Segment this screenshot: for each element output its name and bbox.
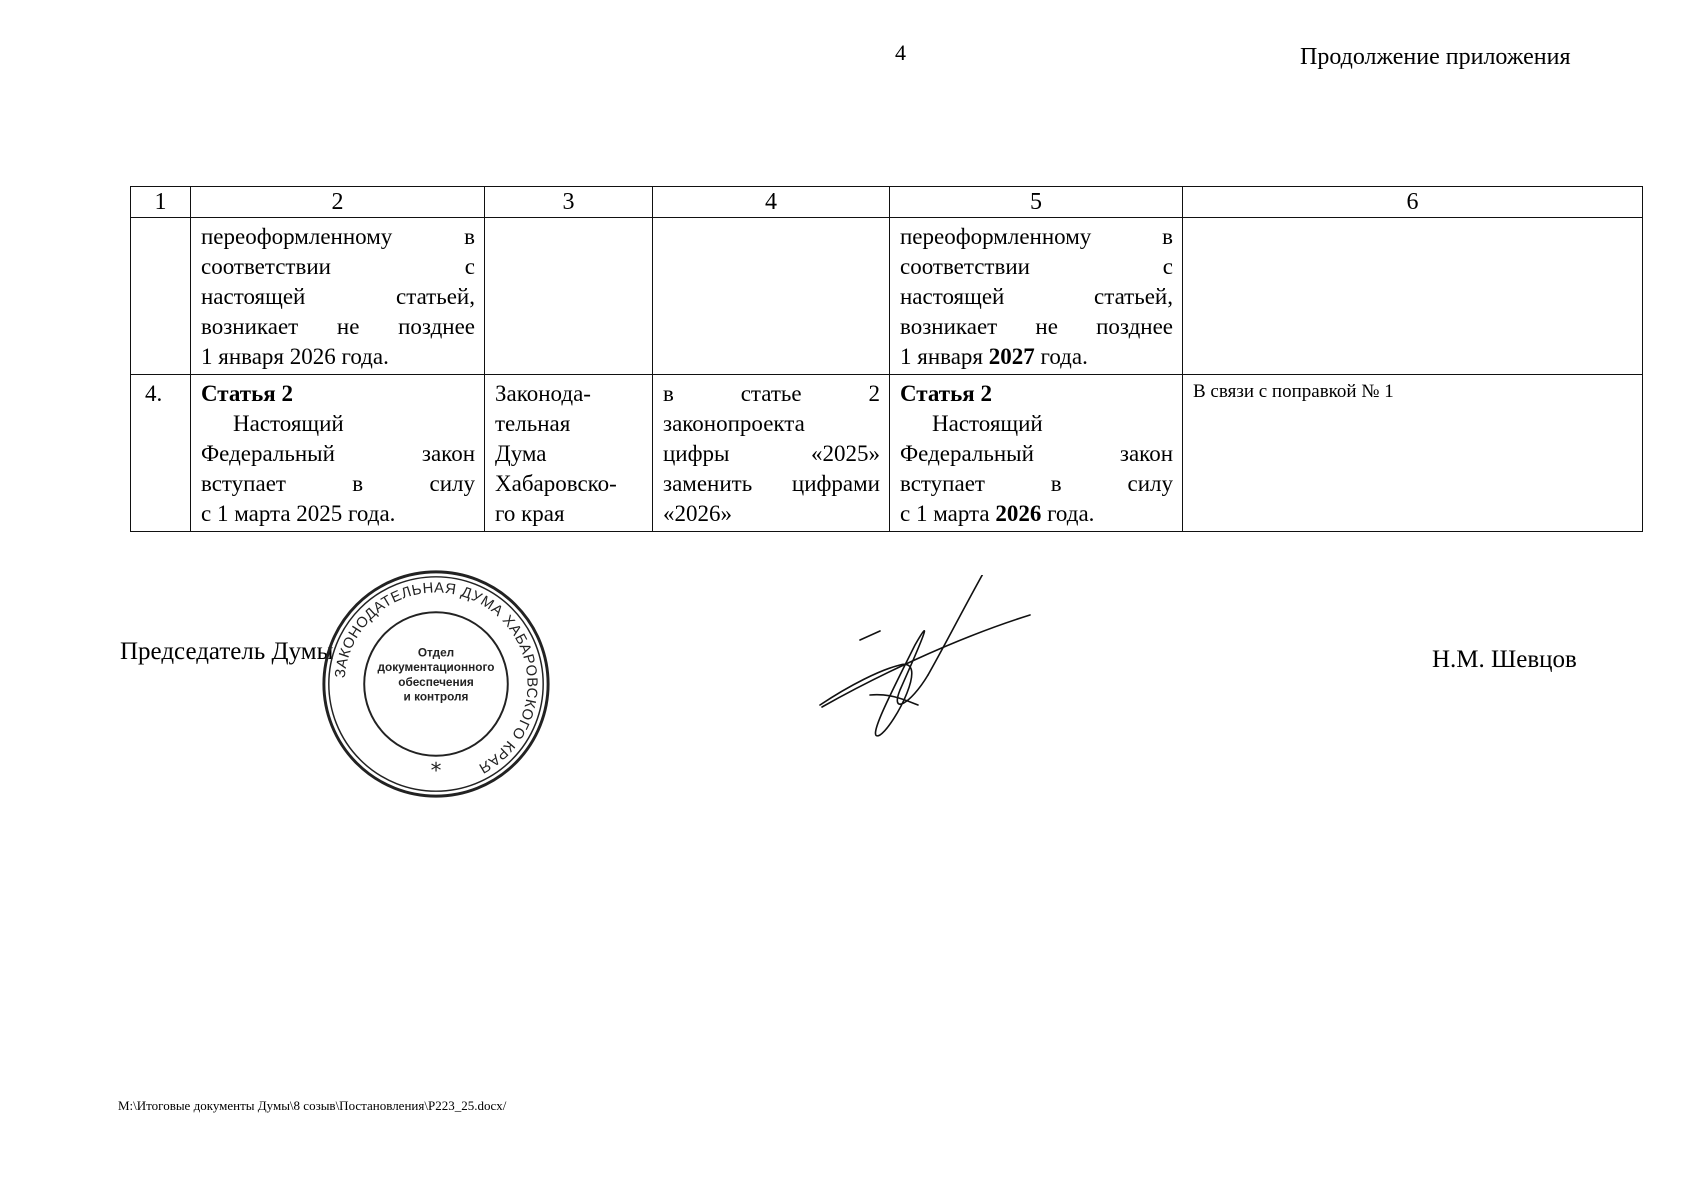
cell-line: Хабаровско- xyxy=(495,471,617,496)
continuation-label: Продолжение приложения xyxy=(1300,44,1571,70)
bold-year: 2027 xyxy=(988,344,1035,369)
column-header: 3 xyxy=(485,187,653,218)
handwritten-signature xyxy=(810,575,1050,745)
cell-line: переоформленному в xyxy=(900,224,1173,249)
cell-line: «2026» xyxy=(663,501,732,526)
table-cell xyxy=(653,375,890,532)
cell-line: Федеральный закон xyxy=(201,441,475,466)
seal-center-line: и контроля xyxy=(403,689,469,704)
amendments-table xyxy=(130,186,1643,532)
cell-line: заменить цифрами xyxy=(663,471,880,496)
cell-line: тельная xyxy=(495,411,571,436)
seal-star: * xyxy=(430,758,442,784)
row-number: 4. xyxy=(131,375,191,532)
article-title: Статья 2 xyxy=(900,381,992,406)
table-cell xyxy=(653,218,890,375)
text-run: 1 января xyxy=(900,344,989,369)
cell-line: в статье 2 xyxy=(663,381,880,406)
column-header: 4 xyxy=(653,187,890,218)
signer-name: Н.М. Шевцов xyxy=(1432,646,1577,673)
cell-line: Настоящий xyxy=(233,411,344,436)
cell-line: Федеральный закон xyxy=(900,441,1173,466)
cell-line: соответствии с xyxy=(201,254,475,279)
table-cell xyxy=(1183,218,1643,375)
table-cell xyxy=(131,218,191,375)
cell-line xyxy=(900,499,1173,529)
table-cell xyxy=(191,218,485,375)
cell-line: Законода- xyxy=(495,381,591,406)
cell-line: с 1 марта 2025 года. xyxy=(201,501,396,526)
column-header: 1 xyxy=(131,187,191,218)
cell-line: го края xyxy=(495,501,565,526)
cell-line: возникает не позднее xyxy=(900,314,1173,339)
table-cell xyxy=(890,218,1183,375)
bold-year: 2026 xyxy=(995,501,1042,526)
official-seal xyxy=(318,566,554,802)
cell-line: возникает не позднее xyxy=(201,314,475,339)
cell-line: соответствии с xyxy=(900,254,1173,279)
column-header: 6 xyxy=(1183,187,1643,218)
cell-line xyxy=(900,342,1173,372)
cell-line: законопроекта xyxy=(663,411,805,436)
text-run: года. xyxy=(1034,344,1088,369)
seal-ring-text: ЗАКОНОДАТЕЛЬНАЯ ДУМА ХАБАРОВСКОГО КРАЯ xyxy=(332,580,540,777)
seal-center-line: обеспечения xyxy=(398,674,474,689)
cell-line: вступает в силу xyxy=(900,471,1173,496)
column-header: 5 xyxy=(890,187,1183,218)
cell-line: Настоящий xyxy=(932,411,1043,436)
table-header-row xyxy=(131,187,1643,218)
table-cell xyxy=(890,375,1183,532)
cell-line: Дума xyxy=(495,441,547,466)
cell-line: 1 января 2026 года. xyxy=(201,344,389,369)
cell-line: настоящей статьей, xyxy=(201,284,475,309)
column-header: 2 xyxy=(191,187,485,218)
table-row xyxy=(131,218,1643,375)
table-cell xyxy=(191,375,485,532)
page-number: 4 xyxy=(895,40,906,65)
text-run: с 1 марта xyxy=(900,501,996,526)
table-cell: В связи с поправкой № 1 xyxy=(1183,375,1643,532)
cell-line: цифры «2025» xyxy=(663,441,880,466)
cell-line: настоящей статьей, xyxy=(900,284,1173,309)
text-run: года. xyxy=(1041,501,1095,526)
table-cell xyxy=(485,375,653,532)
article-title: Статья 2 xyxy=(201,381,293,406)
table-row xyxy=(131,375,1643,532)
seal-center-line: документационного xyxy=(377,660,495,675)
table-cell xyxy=(485,218,653,375)
cell-line: переоформленному в xyxy=(201,224,475,249)
seal-center-line: Отдел xyxy=(417,645,455,660)
chairman-title: Председатель Думы xyxy=(120,638,334,665)
cell-line: вступает в силу xyxy=(201,471,475,496)
file-path: M:\Итоговые документы Думы\8 созыв\Постановления\P223_25.docx/ xyxy=(118,1098,507,1113)
